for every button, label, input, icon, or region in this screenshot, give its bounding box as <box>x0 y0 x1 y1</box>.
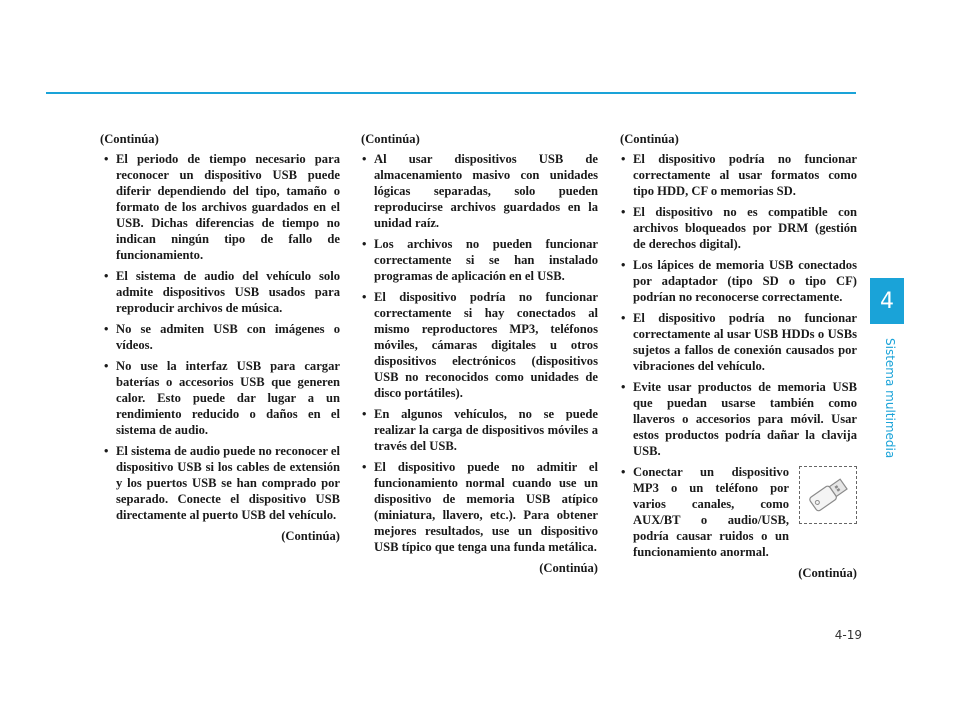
list-item: • El periodo de tiempo necesario para reconocer un dispositivo USB puede diferir dependiendo del tipo, tamaño o formato de los archivos guardados en el USB. Dichas diferencias de tiempo no indican ningún tipo de fallo de funcionamiento. <box>100 151 340 263</box>
list-item-with-image <box>617 464 857 560</box>
section-title: Sistema multimedia <box>883 338 897 459</box>
usb-flash-drive-icon <box>799 466 857 524</box>
section-number-tab <box>870 278 904 324</box>
continued-footer: (Continúa) <box>281 529 340 543</box>
list-item: • El dispositivo puede no admitir el funcionamiento normal cuando use un dispositivo de memoria USB atípico (miniatura, llavero, etc.). Para obtener mejores resultados, use un dispositivo USB típico que tenga una funda metálica. <box>358 459 598 555</box>
list-item: • El dispositivo podría no funcionar correctamente si hay conectados al mismo reproductores MP3, teléfonos móviles, cámaras digitales u otros dispositivos electrónicos (dispositivos USB no reconocidos como unidades de disco portátiles). <box>358 289 598 401</box>
list-item: • En algunos vehículos, no se puede realizar la carga de dispositivos móviles a través del USB. <box>358 406 598 454</box>
usb-flash-drive-graphic <box>803 470 853 520</box>
list-item-text: • Conectar un dispositivo MP3 o un teléfono por varios canales, como AUX/BT o audio/USB, podría causar ruidos o un funcionamiento anormal. <box>633 465 789 559</box>
list-item: • Al usar dispositivos USB de almacenamiento masivo con unidades lógicas separadas, solo pueden reproducirse archivos guardados en la unidad raíz. <box>358 151 598 231</box>
text-column-1 <box>100 131 340 544</box>
list-item: • Evite usar productos de memoria USB que puedan usarse también como llaveros o accesorios para móvil. Usar estos productos podría dañar la clavija USB. <box>617 379 857 459</box>
list-item: • Los lápices de memoria USB conectados por adaptador (tipo SD o tipo CF) podrían no reconocerse correctamente. <box>617 257 857 305</box>
list-item: • El dispositivo no es compatible con archivos bloqueados por DRM (gestión de derechos digital). <box>617 204 857 252</box>
continued-header: (Continúa) <box>620 132 679 146</box>
continued-header: (Continúa) <box>361 132 420 146</box>
section-number: 4 <box>880 288 894 314</box>
bullet-list <box>100 151 340 523</box>
list-item: • El sistema de audio puede no reconocer el dispositivo USB si los cables de extensión y los puertos USB se han comprado por separado. Conecte el dispositivo USB directamente al puerto USB del vehículo. <box>100 443 340 523</box>
text-column-3 <box>617 131 857 581</box>
list-item: • No use la interfaz USB para cargar baterías o accesorios USB que generen calor. Esto puede dar lugar a un rendimiento reducido o daños en el sistema de audio. <box>100 358 340 438</box>
list-item: • El dispositivo podría no funcionar correctamente al usar formatos como tipo HDD, CF o memorias SD. <box>617 151 857 199</box>
list-item: • Los archivos no pueden funcionar correctamente si se han instalado programas de aplicación en el USB. <box>358 236 598 284</box>
header-rule <box>46 92 856 94</box>
continued-footer: (Continúa) <box>539 561 598 575</box>
continued-footer: (Continúa) <box>798 566 857 580</box>
continued-header: (Continúa) <box>100 132 159 146</box>
bullet-list <box>617 151 857 560</box>
text-column-2 <box>358 131 598 576</box>
list-item: • El dispositivo podría no funcionar correctamente al usar USB HDDs o USBs sujetos a fallos de conexión causados por vibraciones del vehículo. <box>617 310 857 374</box>
page-number: 4-19 <box>834 628 862 642</box>
bullet-list <box>358 151 598 555</box>
list-item: • No se admiten USB con imágenes o vídeos. <box>100 321 340 353</box>
list-item: • El sistema de audio del vehículo solo admite dispositivos USB usados para reproducir archivos de música. <box>100 268 340 316</box>
